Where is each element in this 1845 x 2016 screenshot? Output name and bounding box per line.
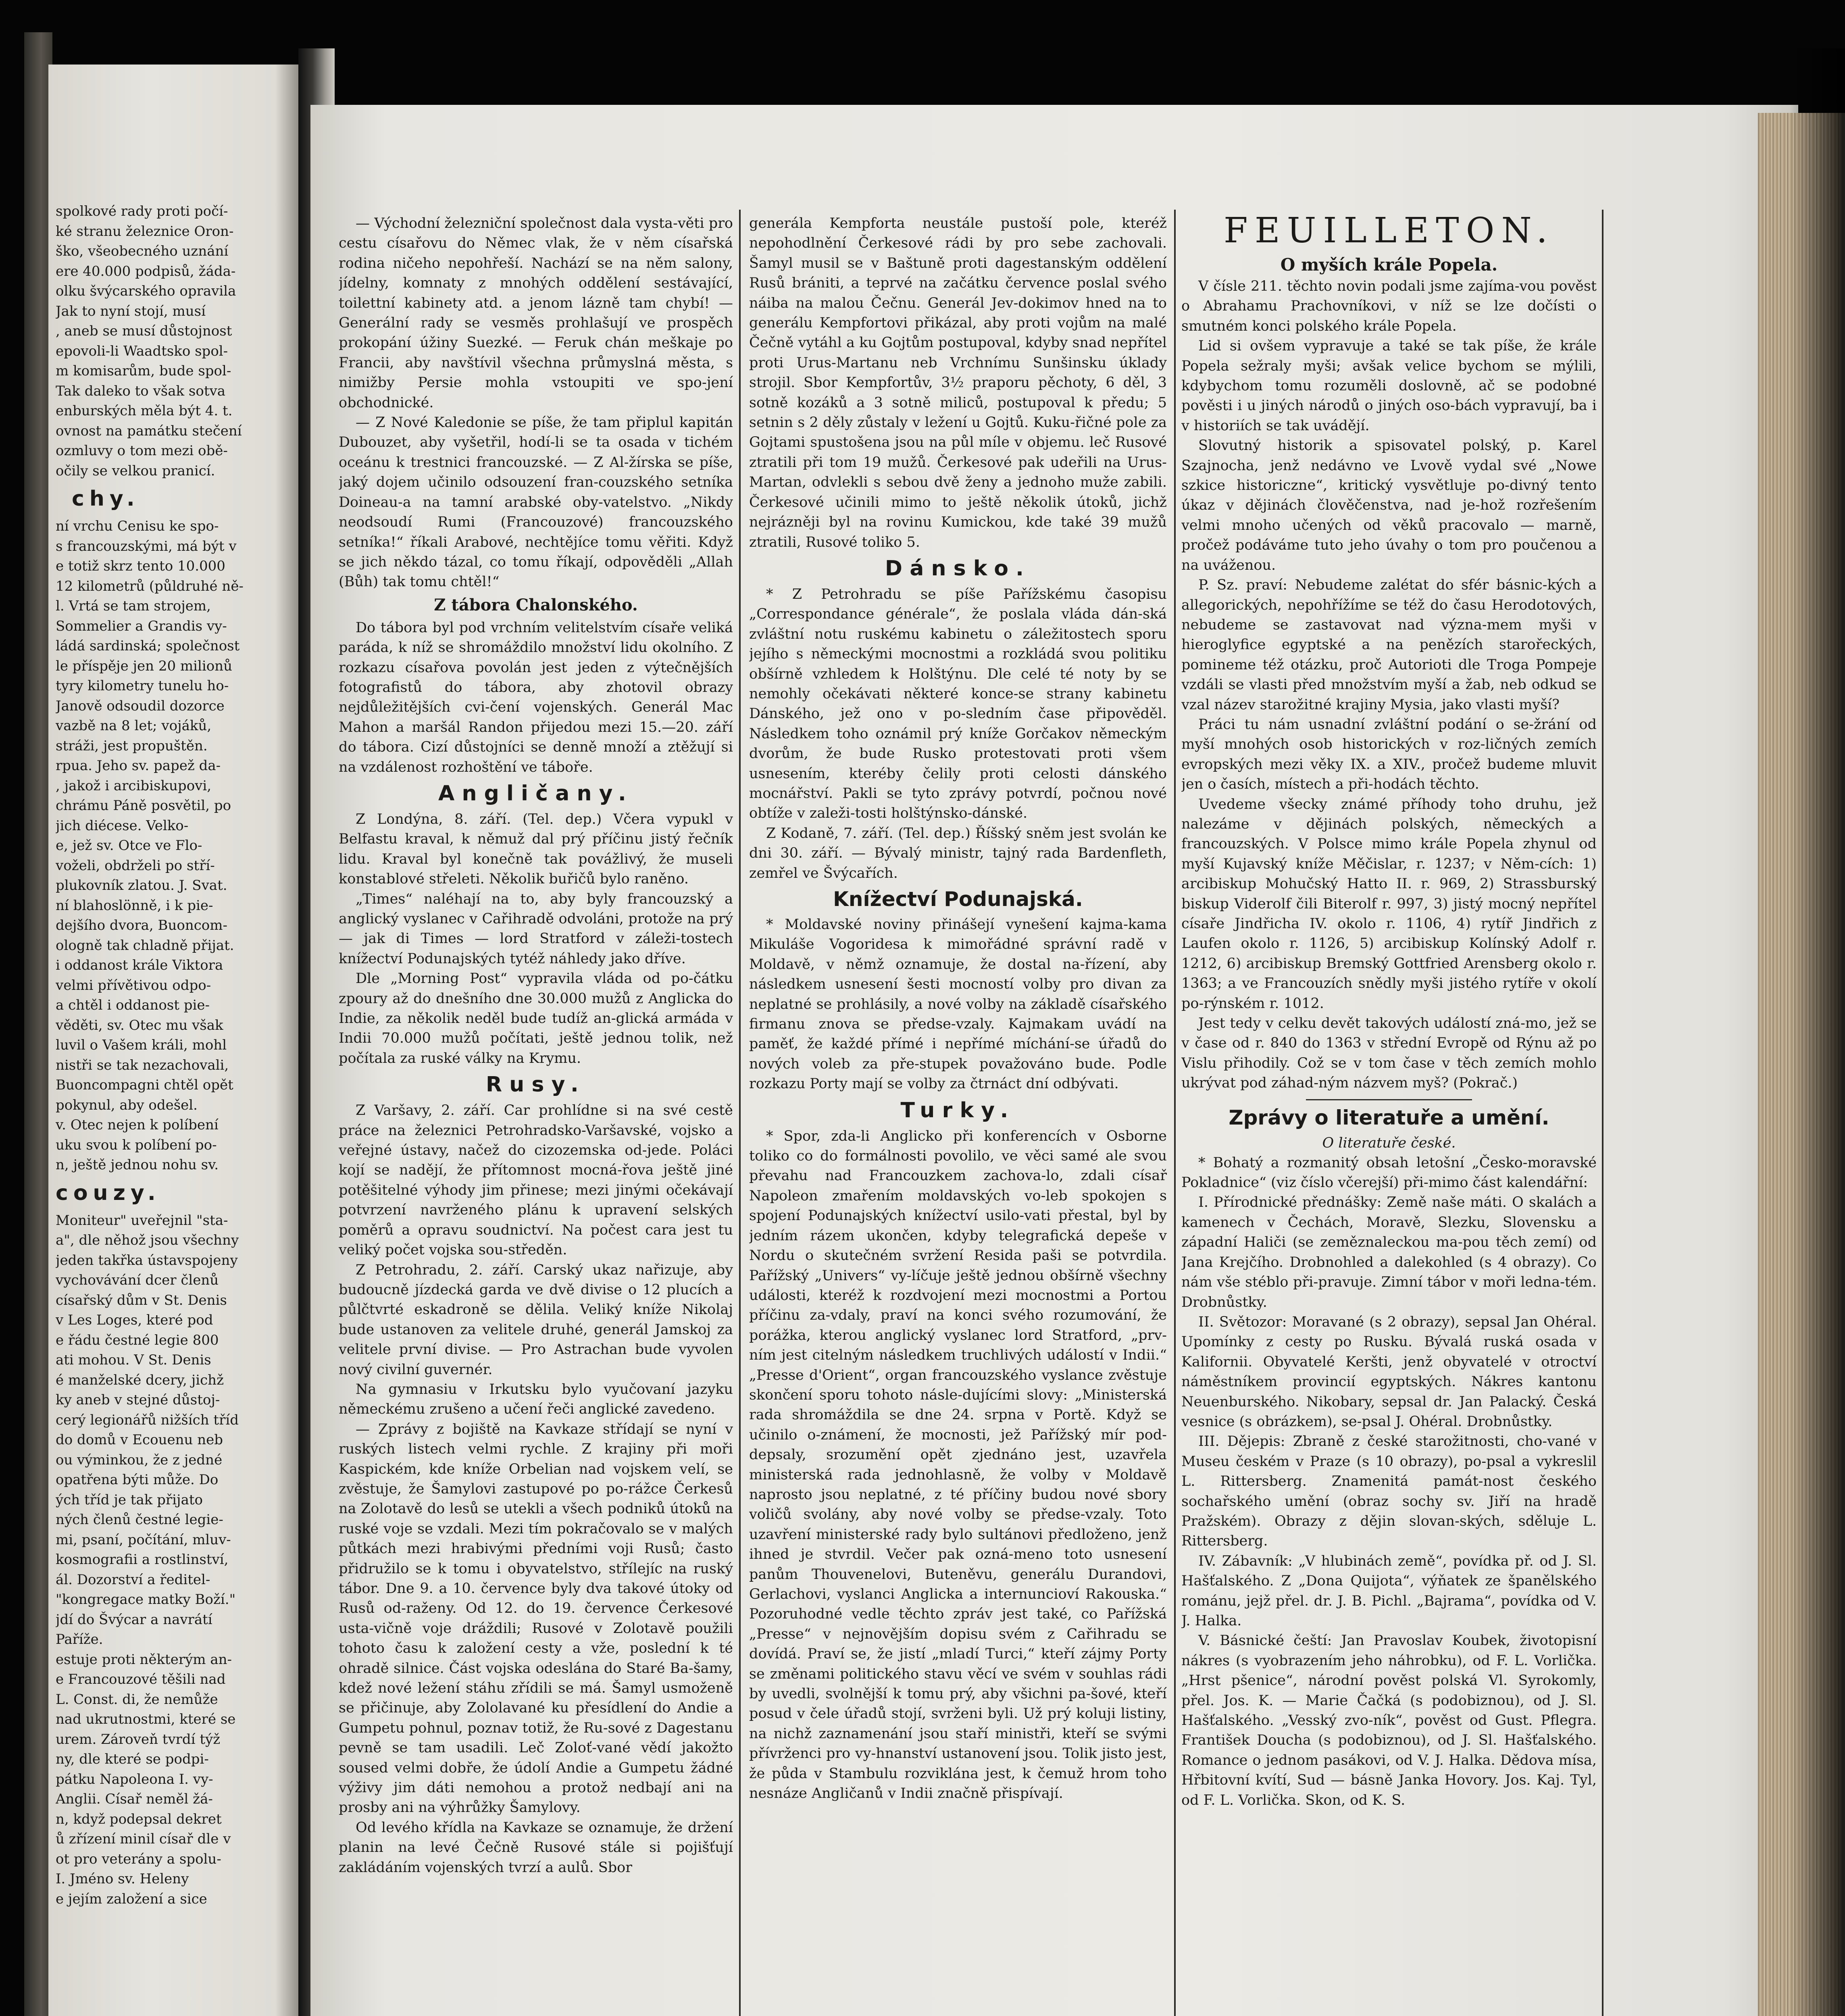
left-page-line: ných členů čestné legie- [56,1512,223,1528]
left-page-line: i oddanost krále Viktora [56,957,223,973]
article-paragraph: — Zprávy z bojiště na Kavkaze střídají se nyní v ruských listech velmi rychle. Z krajiny při moři Kaspickém, kde kníže Orbelian nad vojskem velí, se zvěstuje, že Šamylovi zastupové po po-rážce Čerkesů na Zolotavě do lesů se utekli a všech podniků útoků na ruské voje se vzdali. Mezi tím pokračovalo se v malých půtkách mezi hrabivými předními voji Rusů; často přidružilo se k tomu i obyvatelstvo, střílejíc na ruský tábor. Dne 9. a 10. července byly dva takové útoky od Rusů od-raženy. Od 12. do 19. července Čerkesové usta-vičně voje dráždili; Rusové v Zolotavě použili tohoto času k založení cesty a vže, poslední k té ohradě silnice. Část vojska odeslána do Staré Ba-šamy, kdež nové ležení stáhu zřídili se má. Šamyl usmoženě se přičinuje, aby Zololavané ku přesídlení do Andie a Gumpetu pohnul, poznav totiž, že Ru-sové z Dagestanu pevně se tam usadili. Leč Zoloť-vané vědí jakožto soused velmi dobře, že údolí Andie a Gumpetu žádné výživy jim dáti nemohou a protož nedbají ani na prosby ani na výhrůžky Šamylovy. [339,1421,733,1816]
literature-paragraph: III. Dějepis: Zbraně z české starožitnosti, cho-vané v Museu českém v Praze (s 10 obrazy), po-psal a vykreslil L. Rittersberg. Znamenitá památ-nost českého sochařského umění (obraz sochy sv. Jiří na hradě Pražském). Obrazy z dějin slovan-ských, sděluje L. Rittersberg. [1181,1433,1597,1549]
article-paragraph: Z Petrohradu, 2. září. Carský ukaz nařizuje, aby budoucně jízdecká garda ve dvě divise o 12 plucích a půlčtvrté eskadroně se dělila. Veliký kníže Nikolaj bude ustanoven za velitele druhé, generál Jamskoj za velitele první divise. — Pro Astrachan bude vyvolen nový civilní guvernér. [339,1262,733,1378]
article-paragraph: Do tábora byl pod vrchním velitelstvím císaře veliká paráda, k níž se shromáždilo množství lidu okolního. Z rozkazu císařova povolán jest jeden z výtečnějších fotografistů do tábora, aby zhotovil obrazy nejdůležitějších cvi-čení vojenských. Generál Mac Mahon a maršál Randon přijedou mezi 15.—20. září do tábora. Cizí důstojníci se denně množí a ztěžují si na vzdálenost rozhoštění ve táboře. [339,619,733,775]
feuilleton-title: FEUILLETON. [1223,210,1555,251]
feuilleton-paragraph: Práci tu nám usnadní zvláštní podání o se-žrání od myší mnohých osob historických v roz-ličných zemích evropských mezi věky IX. a XIV., pročež budeme mluvit jen o časích, místech a při-hodách těchto. [1181,716,1597,793]
left-page-line: věděti, sv. Otec mu však [56,1017,223,1033]
left-page-line: ých tříd je tak přijato [56,1491,203,1508]
column-3-feuilleton [1181,210,1597,2016]
left-page-line: ot pro veterány a spolu- [56,1851,221,1867]
left-page-heading-1: chy. [72,487,140,511]
left-page-line: m komisarům, bude spol- [56,363,231,379]
left-page-line: le příspěje jen 20 milionů [56,658,233,674]
left-page-line: nistři se tak nezachovali, [56,1057,229,1073]
left-page-block-2 [56,516,298,1175]
left-page-line: pokynul, aby odešel. [56,1097,198,1113]
article-paragraph: * Moldavské noviny přinášejí vynešení kajma-kama Mikuláše Vogoridesa k mimořádné správní radě v Moldavě, v němž oznamuje, že dostal na-řízení, aby následkem usnesení šesti mocností volby pro divan za neplatné se prohlásily, a nové volby na základě císařského firmanu znova se předse-vzaly. Kajmakam uvádí na paměť, že každé přímé i nepřímé míchání-se úřadů do nových voleb za pře-stupek považováno bude. Podle rozkazu Porty mají se volby za čtrnáct dní odbývati. [749,916,1167,1092]
column-rule [739,210,741,2016]
left-page-line: plukovník zlatou. J. Svat. [56,877,227,893]
left-page-line: nad ukrutnostmi, které se [56,1711,236,1727]
left-page-line: estuje proti některým an- [56,1651,232,1668]
left-page-block-1 [56,202,298,481]
column-1 [339,214,733,2016]
left-page-line: rpua. Jeho sv. papež da- [56,758,221,774]
left-page-line: tyry kilometry tunelu ho- [56,678,229,694]
feuilleton-paragraph: Jest tedy v celku devět takových událostí zná-mo, jež se v čase od r. 840 do 1363 v střední Evropě od Rýnu až po Vislu přihodily. Což se v tom čase v těch zemích mohlo ukrývat pod záhad-ným názvem myš? (Pokrač.) [1181,1015,1597,1091]
section-heading-dansko: Dánsko. [885,556,1031,581]
left-page-line: ou výminkou, že z jedné [56,1452,223,1468]
left-page-line: Jak to nyní stojí, musí [56,303,206,319]
left-page-line: ny, dle které se podpi- [56,1751,209,1767]
feuilleton-paragraph: V čísle 211. těchto novin podali jsme zajíma-vou pověst o Abrahamu Prachovníkovi, v níž se lze dočísti o smutném konci polského krále Popela. [1181,278,1597,334]
left-page-line: ky aneb v stejné důstoj- [56,1392,220,1408]
left-page-line: a", dle něhož jsou všechny [56,1232,239,1248]
section-heading-anglicany: Angličany. [438,781,633,806]
article-paragraph: — Z Nové Kaledonie se píše, že tam připlul kapitán Dubouzet, aby vyšetřil, hodí-li se ta osada v tichém oceánu k trestnici francouzské. — Z Al-žírska se píše, jaký dojem učinilo odsouzení fran-couzského setníka Doineau-a na tamní arabské oby-vatelstvo. „Nikdy neodsoudí Rumi (Francouzové) francouzského setníka!“ říkali Arabové, nechtějíce tomu věřiti. Když se jich někdo tázal, co tomu říkají, odpověděli „Allah (Bůh) tak tomu chtěl!“ [339,414,733,590]
left-page-line: ní blahoslönně, i k pie- [56,897,213,914]
left-page-line: enburských měla být 4. t. [56,403,233,419]
article-paragraph: Od levého křídla na Kavkaze se oznamuje, že držení planin na levé Čečně Rusové stále si pojišťují zakládáním vojenských tvrzí a aulů. Sbor [339,1819,733,1876]
left-page-line: é manželské dcery, jichž [56,1372,224,1388]
left-page-line: ů zřízení minil císař dle v [56,1831,231,1847]
left-page-line: jdí do Švýcar a navrátí [56,1611,212,1628]
section-heading-rusy: Rusy. [486,1073,586,1097]
left-page-line: ládá sardinská; společnost [56,638,240,654]
section-subheading-literatura: O literatuře české. [1322,1135,1456,1151]
feuilleton-paragraph: Uvedeme všecky známé příhody toho druhu, jež nalezáme v dějinách polských, německých a francouzských. V Polsce mimo krále Popela zhynul od myší Kujavský kníže Měčislar, r. 1237; v Něm-cích: 1) arcibiskup Mohučský Hatto II. r. 969, 2) Strassburský biskup Viderolf čili Biterolf r. 997, 3) jistý mocný nepřítel císaře Jindřicha IV. okolo r. 1106, 4) rytíř Jindřich z Laufen okolo r. 1126, 5) arcibiskup Kolínský Adolf r. 1212, 6) arcibiskup Bremský Gottfried Arensberg okolo r. 1363; a ve Francouzích snědly myši jistého rytíře v okolí po-rýnském r. 1012. [1181,796,1597,1012]
left-page-line: n, když podepsal dekret [56,1811,222,1827]
left-page-line: ál. Dozorství a ředitel- [56,1571,210,1588]
left-page-line: pátku Napoleona I. vy- [56,1771,213,1787]
left-page-line: v Les Loges, které pod [56,1312,213,1328]
left-page-line: chrámu Páně posvětil, po [56,798,231,814]
left-page-line: očily se velkou pranicí. [56,462,215,479]
left-page-line: stráži, jest propuštěn. [56,737,208,754]
left-page-line: Buoncompagni chtěl opět [56,1077,233,1093]
left-page-line: jeden takřka ústavspojeny [56,1252,238,1268]
left-page-line: vazbě na 8 let; vojáků, [56,718,212,734]
section-subheading-chalons: Z tábora Chalonského. [434,595,638,614]
left-page-line: spolkové rady proti počí- [56,203,228,219]
left-page-line: kosmografii a rostlinství, [56,1552,229,1568]
left-page-line: Anglii. Císař neměl žá- [56,1791,213,1807]
left-page-line: cerý legionářů nižších tříd [56,1412,239,1428]
left-page-line: ké stranu železnice Oron- [56,223,234,240]
feuilleton-paragraph: P. Sz. praví: Nebudeme zalétat do sfér básnic-kých a allegorických, nepohřížíme se též do času Herodotových, nebudeme se zastavovat nad význa-mem myši v hieroglyfice egyptské a na penězích starořeckých, pomineme též otázku, proč Autorioti dle Troga Pompeje vzdáli se vlasti před množstvím myší a žab, neb odkud se vzal název starožitné krajiny Mysia, jako vlasti myší? [1181,577,1597,713]
left-page-line: uku svou k políbení po- [56,1137,217,1153]
left-page-line: ozmluvy o tom mezi obě- [56,443,228,459]
literature-paragraph: V. Básnické čeští: Jan Pravoslav Koubek, životopisní nákres (s vyobrazením jeho náhrobku), od F. L. Vorlička. „Hrst pšenice“, národní pověst polská Vl. Syrokomly, přel. Jos. K. — Marie Čačká (s podobiznou), od J. Sl. Hašťalského. „Vesský zvo-ník“, pověst od Gust. Pflegra. František Doucha (s podobiznou), od J. Sl. Hašťalského. Romance o jednom pasákovi, od V. J. Halka. Dědova mísa, Hřbitovní kvítí, Sud — básně Janka Hovory. Jos. Kaj. Tyl, od F. L. Vorlička. Skon, od K. S. [1181,1633,1597,1808]
left-page-heading-2: couzy. [56,1181,161,1205]
left-page-line: do domů v Ecouenu neb [56,1432,223,1448]
left-page-line: urem. Zároveň tvrdí týž [56,1731,221,1747]
left-page-line: ati mohou. V St. Denis [56,1352,211,1368]
left-page-line: e totiž skrz tento 10.000 [56,558,225,574]
article-paragraph: generála Kempforta neustále pustoší pole, kteréž nepohodlnění Čerkesové rádi by pro sebe zachovali. Šamyl musil se v Baštuně proti dagestanským oddělení Rusů brániti, a teprvé na začátku července poslal svého náiba na malou Čečnu. Generál Jev-dokimov hned na to generálu Kempfortovi přikázal, aby proti vojům na malé Čečně vytáhl a ku Gojtům postupoval, kdyby snad nepřítel proti Urus-Martanu neb Vrchnímu Sunšinsku úklady strojil. Sbor Kempfortův, 3½ praporu pěchoty, 6 děl, 3 sotně kozáků a 3 sotně miliců, postupoval k předu; 5 setnin s 2 děly zůstaly v ležení u Gojtů. Kuku-řičné pole za Gojtami spustošena jsou na půl míle v objemu. leč Rusové ztratili při tom 19 mužů. Čerkesové pak udeřili na Urus-Martan, odvlekli s sebou dvě ženy a jednoho muže zabili. Čerkesové učinili mimo to ještě několik útoků, jichž nejrázněji byl na rovinu Kumickou, kde také 39 mužů ztratili, Rusové toliko 5. [749,215,1167,550]
article-paragraph: * Spor, zda-li Anglicko při konferencích v Osborne toliko co do formálnosti povolilo, ve věci samé ale svou převahu nad Francouzkem zachova-lo, zdali císař Napoleon zmařením moldavských vo-leb spokojen s spojení Podunajských knížectví usilo-vati přestal, byl by jedním rázem ukončen, kdyby telegrafická depeše v Nordu o skutečném svržení Resida paši se potvrdila. Pařížský „Univers“ vy-líčuje ještě jednou obšírně všechny události, kteréž k rozdvojení mezi mocnostmi a Portou příčinu za-vdaly, praví na konci svého rozumování, že porážka, kterou anglický vyslanec lord Stratford, „prv-ním jest citelným následkem truchlivých událostí v Indii.“ „Presse d'Orient“, organ francouzského vyslance zvěstuje skončení sporu tohoto násle-dujícími slovy: „Ministerská rada shromáždila se dne 24. srpna v Portě. Když se učinilo o-známení, že mocnosti, jež Pařížský mír pod-depsaly, srozumění opět zjednáno jest, uzavřela ministerská rada jednohlasně, že volby v Moldavě naprosto jsou neplatné, z té příčiny budou nové sborу voličů svolány, aby nové volby se předse-vzaly. Toto uzavření ministerské rady bylo sultánovi předloženo, jenž ihned je stvrdil. Večer pak ozná-meno toto usnesení panům Thouvenelovi, Buteněvu, generálu Durandovi, Gerlachovi, vyslanci Anglicka a internuncioví Rakouska.“ Pozoruhodné vedle těchto zpráv jest také, co Pařížská „Presse“ v nejnovějším dopisu svém z Cařihradu se dovídá. Praví se, že jistí „mladí Turci,“ kteří zájmy Porty se změnami politického stavu věcí ve svém v souhlas rádi by uvedli, svolnější k tomu prý, aby všichni pa-šové, kteří posud v čele úřadů stojí, svrženi byli. Už prý koluji listiny, na nichž zaznamenání jsou staří ministři, kteří se svými přívrženci pro vy-hnanství ustanovení jsou. Tolik jisto jest, že půda v Stambulu rozviklána jest, k čemuž hrom toho nesnáze Angličanů v Indii značně přispívají. [749,1128,1167,1802]
left-page [48,65,300,2016]
left-page-line: velmi přívětivou odpo- [56,977,211,993]
section-heading-zpravy: Zprávy o literatuře a umění. [1229,1106,1549,1129]
left-page-line: voželi, obdrželi po stří- [56,857,215,874]
left-page-line: e Francouzové těšili nad [56,1671,226,1687]
left-page-block-3 [56,1211,298,1910]
left-page-line: ere 40.000 podpisů, žáda- [56,263,236,279]
left-page-line: vychovávání dcer členů [56,1272,219,1288]
left-page-line: e řádu čestné legie 800 [56,1332,219,1348]
section-divider [1306,1099,1472,1100]
literature-paragraph: I. Přírodnické přednášky: Země naše máti. O skalách a kamenech v Čechách, Moravě, Slezku, Slovensku a západní Haliči (se zeměznaleckou ma-pou těch zemí) od Jana Krejčího. Drobnohled a dalekohled (s 4 obrazy). Co nám vše stéblo při-pravuje. Zimní tábor v moři ledna-tém. Drobnůstky. [1181,1194,1597,1310]
left-page-column [56,202,298,2016]
left-page-line: n, ještě jednou nohu sv. [56,1157,219,1173]
column-2 [749,214,1167,2016]
left-page-line: e jejím založení a sice [56,1891,207,1907]
left-page-line: ovnost na památku stečení [56,423,242,439]
left-page-line: 12 kilometrů (půldruhé ně- [56,578,244,594]
left-page-line: Janově odsoudil dozorce [56,698,225,714]
section-heading-knizectvi: Knížectví Podunajská. [833,887,1083,911]
left-page-line: s francouzskými, má být v [56,538,237,554]
left-page-line: I. Jméno sv. Heleny [56,1871,189,1887]
left-page-line: "kongregace matky Boží." [56,1591,236,1608]
left-page-line: ní vrchu Cenisu ke spo- [56,518,219,534]
column-rule [1602,210,1603,2016]
literature-paragraph: IV. Zábavník: „V hlubinách země“, povídka př. od J. Sl. Hašťalského. Z „Dona Quijota“, výňatek ze španělského románu, jejž přel. dr. J. B. Pichl. „Bajrama“, povídka od V. J. Halka. [1181,1553,1597,1629]
left-page-line: jich diécese. Velko- [56,817,189,834]
left-page-line: e, jež sv. Otce ve Flo- [56,837,202,854]
left-page-line: a chtěl i oddanost pie- [56,997,210,1013]
right-page [310,105,1798,2016]
left-page-line: l. Vrtá se tam strojem, [56,598,211,614]
left-page-line: ologně tak chladně přijat. [56,937,234,954]
left-page-line: luvil o Vašem králi, mohl [56,1037,227,1053]
article-paragraph: „Times“ naléhají na to, aby byly francouzský a anglický vyslanec v Cařihradě odvoláni, protože na prý — jak di Times — lord Stratford v záleži-tostech knížectví Podunajských tytéž náhledy jako dříve. [339,891,733,967]
left-page-line: dejšího dvora, Buoncom- [56,917,227,933]
left-page-line: Moniteur" uveřejnil "sta- [56,1212,228,1229]
article-paragraph: — Východní železniční společnost dala vysta-věti pro cestu císařovu do Němec vlak, že v něm císařská rodina ničeho nepohřeší. Nachází se na něm salony, jídelny, komnaty z mnohých oddělení sestávající, toilettní kabinety atd. a jenom lázně tam chybí! — Generální rady se vesměs prohlašují ve prospěch prokopání úžiny Suezké. — Feruk chán meškaje po Francii, aby navštívil všechna průmyslná města, s nimižby Persie mohla vstoupiti ve spo-jení obchodnické. [339,215,733,411]
left-page-line: Paříže. [56,1631,103,1647]
article-paragraph: Z Varšavy, 2. září. Car prohlídne si na své cestě práce na železnici Petrohradsko-Varšavské, vojsko a veřejné ústavy, načež do cizozemska od-jede. Poláci kojí se nadějí, že přítomnost mocná-řova ještě jiné potěšitelné výhody jim přinese; mezi jinými očekávají potvrzení navrženého plánu k upravení selských poměrů a opravu soudnictví. Na počest cara jest tu veliký počet vojska sou-středěn. [339,1102,733,1258]
left-page-line: , aneb se musí důstojnost [56,323,232,339]
feuilleton-paragraph: Lid si ovšem vypravuje a také se tak píše, že krále Popela sežraly myši; avšak velice bychom se mýlili, kdybychom tomu rozuměli doslovně, ač se podobné pověsti i u jiných národů o jiných oso-bách vypravují, ba i v historiích se tak uvádějí. [1181,338,1597,434]
article-paragraph: * Z Petrohradu se píše Pařížskému časopisu „Correspondance générale“, že poslala vláda dán-ská zvláštní notu ruskému kabinetu o záležitostech sporu jejího s německými mocnostmi a rozkládá svou politiku obšírně vzhledem k Holštýnu. Dle celé té noty by se nemohly očekávati některé konce-se strany kabinetu Dánského, jež ono v po-sledním čase připověděl. Následkem toho oznámil prý kníže Gorčakov německým dvorům, že bude Rusko protestovati proti všem usnesením, kterébу čelily proti celosti dánského mocnářství. Pakli se tyto zprávy potvrdí, počnou nové obtíže v zaleži-tosti holštýnsko-dánské. [749,586,1167,822]
left-page-line: epovoli-li Waadtsko spol- [56,343,228,359]
column-rule [1174,210,1176,2016]
left-page-line: Tak daleko to však sotva [56,383,225,399]
article-paragraph: Z Londýna, 8. září. (Tel. dep.) Včera vypukl v Belfastu kraval, k němuž dal prý příčinu jistý řečník lidu. Kraval byl konečně tak povážlivý, že museli konstablové střeleti. Několik buřičů bylo raněno. [339,811,733,887]
article-paragraph: Dle „Morning Post“ vypravila vláda od po-čátku zpoury až do dnešního dne 30.000 mužů z Anglicka do Indie, za několik neděl bude tudíž an-glická armáda v Indii 70.000 mužů počítati, ještě jednou tolik, než počítala za ruské války na Krymu. [339,971,733,1066]
feuilleton-subtitle: O myších krále Popela. [1280,255,1498,275]
section-heading-turky: Turky. [900,1098,1016,1123]
left-page-line: Sommelier a Grandis vy- [56,618,227,634]
left-page-line: L. Const. di, že nemůže [56,1691,218,1708]
feuilleton-paragraph: Slovutný historik a spisovatel polský, p. Karel Szajnocha, jenž nedávno ve Lvově vydal své „Nowe szkice historiczne“, kritický vysvětluje po-divný tento úkaz v dějinách člověčenstva, nad je-hož rozřešením velmi mnoho učených od věků pracovalo — marně, pročež podáváme tuto jeho úvahy o tom pro poučenou a na uváženou. [1181,437,1597,573]
literature-paragraph: * Bohatý a rozmanitý obsah letošní „Česko-moravské Pokladnice“ (viz číslo včerejší) při-mimo část kalendářní: [1181,1154,1597,1191]
left-page-line: mi, psaní, počítání, mluv- [56,1531,231,1548]
article-paragraph: Z Kodaně, 7. září. (Tel. dep.) Říšský sněm jest svolán ke dni 30. září. — Bývalý ministr, tajný rada Bardenfleth, zemřel ve Švýcařích. [749,825,1167,881]
literature-paragraph: II. Světozor: Moravané (s 2 obrazy), sepsal Jan Ohéral. Upomínky z cesty po Rusku. Bývalá ruská osada v Kalifornii. Obyvatelé Keršti, jenž obyvatelé v otroctví náměstníkem provincií egyptských. Nákres kantonu Neuenburského. Nikobary, sepsal dr. Jan Palacký. Česká vesnice (s obrázkem), se-psal J. Ohéral. Drobnůstky. [1181,1314,1597,1430]
left-page-line: , jakož i arcibiskupovi, [56,777,212,794]
left-page-line: v. Otec nejen k políbení [56,1117,219,1133]
article-paragraph: Na gymnasiu v Irkutsku bylo vyučovaní jazyku německému zrušeno a učení řeči anglické zavedeno. [339,1381,733,1418]
page-stack-shadow [1790,48,1845,2016]
left-page-line: císařský dům v St. Denis [56,1292,227,1308]
left-page-line: opatřena býti může. Do [56,1472,219,1488]
left-page-line: ško, všeobecného uznání [56,243,229,259]
left-page-line: olku švýcarského opravila [56,283,236,299]
